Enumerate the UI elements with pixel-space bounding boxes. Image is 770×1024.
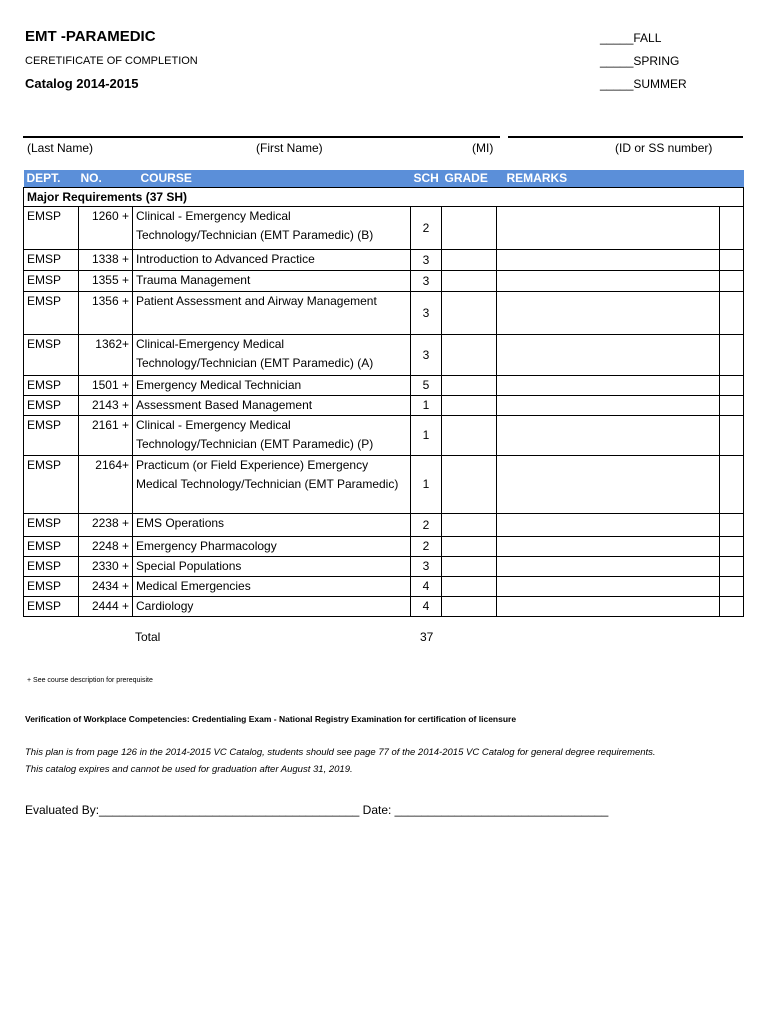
- extra-cell: [720, 537, 744, 557]
- extra-cell: [720, 250, 744, 271]
- course-sch: 1: [411, 456, 442, 514]
- course-table: [23, 170, 744, 617]
- course-dept: EMSP: [24, 577, 79, 597]
- course-dept: EMSP: [24, 416, 79, 456]
- course-number: 1356 +: [79, 292, 133, 335]
- total-value: 37: [420, 630, 434, 644]
- course-number: 2161 +: [79, 416, 133, 456]
- table-row: [24, 577, 744, 597]
- course-dept: EMSP: [24, 514, 79, 537]
- course-dept: EMSP: [24, 250, 79, 271]
- course-number: 2143 +: [79, 396, 133, 416]
- term-spring[interactable]: _____SPRING: [600, 54, 680, 68]
- course-sch: 4: [411, 577, 442, 597]
- grade-cell[interactable]: [442, 456, 497, 514]
- grade-cell[interactable]: [442, 537, 497, 557]
- prerequisite-footnote: + See course description for prerequisite: [27, 677, 153, 684]
- extra-cell: [720, 514, 744, 537]
- certificate-subtitle: CERETIFICATE OF COMPLETION: [25, 55, 198, 67]
- col-dept: DEPT.: [24, 170, 79, 188]
- grade-cell[interactable]: [442, 577, 497, 597]
- remarks-cell[interactable]: [497, 250, 720, 271]
- remarks-cell[interactable]: [497, 456, 720, 514]
- remarks-cell[interactable]: [497, 537, 720, 557]
- mi-label: (MI): [472, 141, 494, 155]
- table-row: [24, 376, 744, 396]
- extra-cell: [720, 271, 744, 292]
- table-row: [24, 250, 744, 271]
- remarks-cell[interactable]: [497, 577, 720, 597]
- course-title: Patient Assessment and Airway Management: [133, 292, 411, 335]
- grade-cell[interactable]: [442, 250, 497, 271]
- table-row: [24, 514, 744, 537]
- course-sch: 4: [411, 597, 442, 617]
- extra-cell: [720, 376, 744, 396]
- grade-cell[interactable]: [442, 292, 497, 335]
- table-row: [24, 416, 744, 456]
- extra-cell: [720, 207, 744, 250]
- course-number: 2444 +: [79, 597, 133, 617]
- course-dept: EMSP: [24, 396, 79, 416]
- remarks-cell[interactable]: [497, 597, 720, 617]
- page-title: EMT -PARAMEDIC: [25, 28, 156, 45]
- course-dept: EMSP: [24, 537, 79, 557]
- course-title: Clinical - Emergency Medical Technology/Technician (EMT Paramedic) (P): [133, 416, 411, 456]
- course-title: Clinical - Emergency Medical Technology/Technician (EMT Paramedic) (B): [133, 207, 411, 250]
- remarks-cell[interactable]: [497, 376, 720, 396]
- extra-cell: [720, 335, 744, 376]
- section-title: Major Requirements (37 SH): [24, 188, 744, 207]
- extra-cell: [720, 557, 744, 577]
- course-sch: 1: [411, 396, 442, 416]
- course-dept: EMSP: [24, 271, 79, 292]
- course-sch: 2: [411, 537, 442, 557]
- extra-cell: [720, 292, 744, 335]
- first-name-label: (First Name): [256, 141, 323, 155]
- course-sch: 3: [411, 292, 442, 335]
- course-dept: EMSP: [24, 557, 79, 577]
- col-sch: SCH: [411, 170, 442, 188]
- remarks-cell[interactable]: [497, 396, 720, 416]
- course-sch: 1: [411, 416, 442, 456]
- remarks-cell[interactable]: [497, 207, 720, 250]
- course-title: Clinical-Emergency Medical Technology/Technician (EMT Paramedic) (A): [133, 335, 411, 376]
- course-number: 1362+: [79, 335, 133, 376]
- grade-cell[interactable]: [442, 514, 497, 537]
- course-dept: EMSP: [24, 292, 79, 335]
- remarks-cell[interactable]: [497, 292, 720, 335]
- table-header: [24, 170, 744, 188]
- course-sch: 3: [411, 250, 442, 271]
- course-number: 2330 +: [79, 557, 133, 577]
- extra-cell: [720, 456, 744, 514]
- table-row: [24, 557, 744, 577]
- grade-cell[interactable]: [442, 396, 497, 416]
- course-title: Special Populations: [133, 557, 411, 577]
- last-name-label: (Last Name): [27, 141, 94, 155]
- course-title: Emergency Pharmacology: [133, 537, 411, 557]
- course-sch: 3: [411, 557, 442, 577]
- grade-cell[interactable]: [442, 207, 497, 250]
- remarks-cell[interactable]: [497, 335, 720, 376]
- extra-cell: [720, 577, 744, 597]
- table-row: [24, 537, 744, 557]
- plan-note-line-1: This plan is from page 126 in the 2014-2015 VC Catalog, students should see page 77 of the 2014-2015 VC Catalog for general degree requirements.: [25, 747, 656, 758]
- course-number: 2164+: [79, 456, 133, 514]
- extra-cell: [720, 597, 744, 617]
- course-number: 2434 +: [79, 577, 133, 597]
- course-title: Practicum (or Field Experience) Emergency Medical Technology/Technician (EMT Paramedic): [133, 456, 411, 514]
- catalog-year: Catalog 2014-2015: [25, 76, 139, 91]
- col-grade: GRADE: [442, 170, 497, 188]
- course-dept: EMSP: [24, 207, 79, 250]
- course-sch: 5: [411, 376, 442, 396]
- table-row: [24, 396, 744, 416]
- course-number: 1338 +: [79, 250, 133, 271]
- course-sch: 2: [411, 514, 442, 537]
- course-dept: EMSP: [24, 597, 79, 617]
- extra-cell: [720, 416, 744, 456]
- course-number: 1501 +: [79, 376, 133, 396]
- course-number: 2248 +: [79, 537, 133, 557]
- section-row: [24, 188, 744, 207]
- course-title: Trauma Management: [133, 271, 411, 292]
- term-summer[interactable]: _____SUMMER: [600, 77, 687, 91]
- course-dept: EMSP: [24, 376, 79, 396]
- extra-cell: [720, 396, 744, 416]
- grade-cell[interactable]: [442, 597, 497, 617]
- course-title: Assessment Based Management: [133, 396, 411, 416]
- course-number: 1260 +: [79, 207, 133, 250]
- total-label: Total: [135, 630, 161, 644]
- grade-cell[interactable]: [442, 335, 497, 376]
- name-line[interactable]: [23, 136, 500, 138]
- table-row: [24, 207, 744, 250]
- course-title: EMS Operations: [133, 514, 411, 537]
- grade-cell[interactable]: [442, 416, 497, 456]
- evaluated-by-line[interactable]: Evaluated By:_______________________________________ Date: ________________________________: [25, 803, 609, 817]
- plan-note-line-2: This catalog expires and cannot be used for graduation after August 31, 2019.: [25, 764, 353, 775]
- course-title: Medical Emergencies: [133, 577, 411, 597]
- id-line[interactable]: [508, 136, 743, 138]
- term-fall[interactable]: _____FALL: [600, 31, 662, 45]
- course-number: 1355 +: [79, 271, 133, 292]
- col-no: NO.: [79, 170, 133, 188]
- grade-cell[interactable]: [442, 271, 497, 292]
- course-sch: 3: [411, 335, 442, 376]
- table-row: [24, 597, 744, 617]
- remarks-cell[interactable]: [497, 514, 720, 537]
- remarks-cell[interactable]: [497, 271, 720, 292]
- table-row: [24, 456, 744, 514]
- remarks-cell[interactable]: [497, 557, 720, 577]
- table-row: [24, 292, 744, 335]
- course-sch: 2: [411, 207, 442, 250]
- course-title: Emergency Medical Technician: [133, 376, 411, 396]
- col-remarks: REMARKS: [497, 170, 720, 188]
- table-row: [24, 335, 744, 376]
- course-title: Introduction to Advanced Practice: [133, 250, 411, 271]
- course-sch: 3: [411, 271, 442, 292]
- verification-note: Verification of Workplace Competencies: Credentialing Exam - National Registry Examination for certification of licensure: [25, 714, 517, 724]
- grade-cell[interactable]: [442, 557, 497, 577]
- course-dept: EMSP: [24, 335, 79, 376]
- course-dept: EMSP: [24, 456, 79, 514]
- remarks-cell[interactable]: [497, 416, 720, 456]
- table-row: [24, 271, 744, 292]
- col-course: COURSE: [133, 170, 411, 188]
- id-label: (ID or SS number): [615, 141, 713, 155]
- grade-cell[interactable]: [442, 376, 497, 396]
- course-number: 2238 +: [79, 514, 133, 537]
- course-title: Cardiology: [133, 597, 411, 617]
